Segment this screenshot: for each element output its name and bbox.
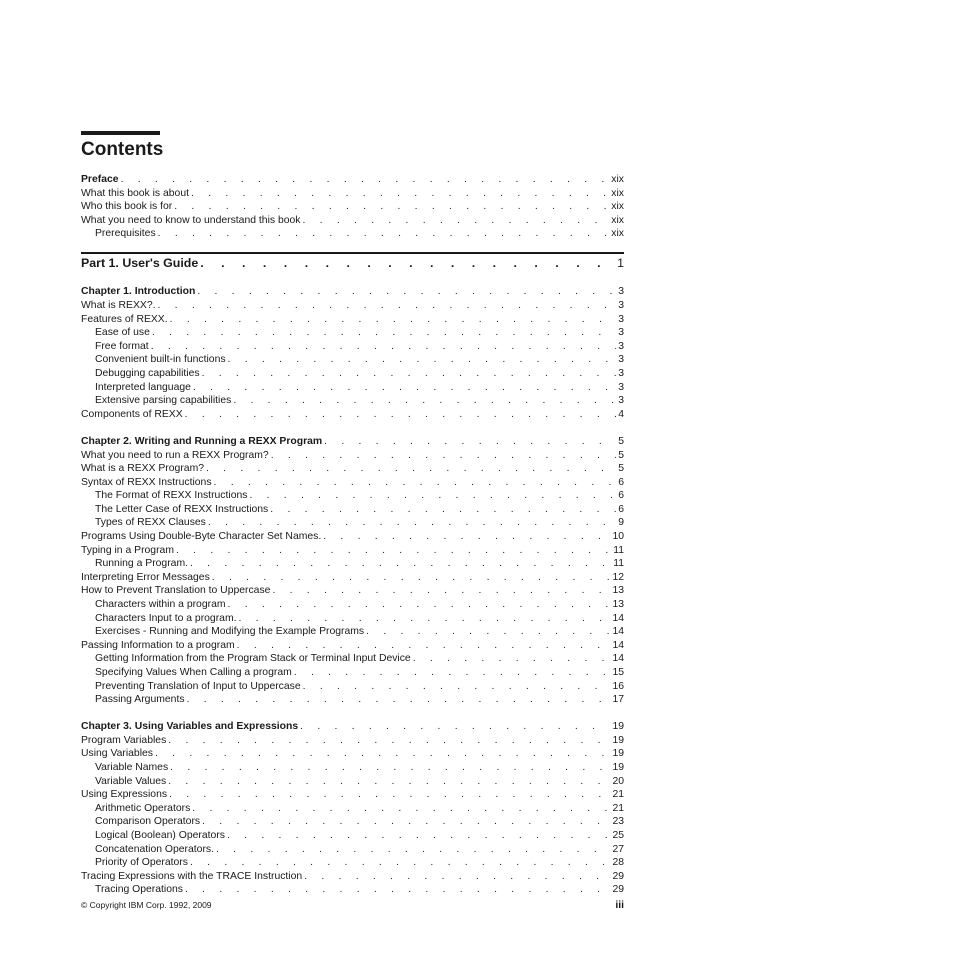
- toc-entry[interactable]: [81, 666, 624, 680]
- toc-entry[interactable]: [81, 584, 624, 598]
- dot-leader: [212, 571, 611, 585]
- toc-entry[interactable]: [81, 843, 624, 857]
- toc-entry[interactable]: [81, 775, 624, 789]
- toc-entry-page: 29: [612, 870, 624, 882]
- toc-entry-page: 3: [618, 327, 624, 339]
- dot-leader: [192, 802, 610, 816]
- toc-entry-page: 9: [618, 517, 624, 529]
- dot-leader: [300, 720, 610, 734]
- toc-entry[interactable]: [81, 625, 624, 639]
- toc-entry-page: 15: [612, 667, 624, 678]
- toc-entry[interactable]: [81, 693, 624, 707]
- toc-entry-label: Interpreted language: [95, 381, 191, 393]
- toc-entry[interactable]: [81, 557, 624, 571]
- toc-entry[interactable]: [81, 326, 624, 340]
- toc-entry-page: 3: [618, 354, 624, 366]
- dot-leader: [228, 353, 617, 367]
- toc-entry-page: 14: [612, 653, 624, 665]
- toc-entry-page: 19: [612, 721, 624, 733]
- toc-entry-page: xix: [611, 201, 624, 213]
- toc-entry[interactable]: [81, 652, 624, 666]
- toc-entry-label: What is a REXX Program?: [81, 463, 204, 475]
- dot-leader: [216, 843, 610, 857]
- dot-leader: [202, 815, 610, 829]
- dot-leader: [174, 200, 609, 214]
- toc-entry-page: 19: [612, 748, 624, 760]
- toc-entry[interactable]: [81, 788, 624, 802]
- toc-entry-page: 28: [612, 857, 624, 869]
- toc-entry[interactable]: [81, 544, 624, 558]
- toc-entry-label: Specifying Values When Calling a program: [95, 667, 292, 678]
- toc-entry-page: 3: [618, 368, 624, 380]
- toc-entry-page: 14: [612, 626, 624, 638]
- toc-entry[interactable]: [81, 612, 624, 626]
- toc-entry[interactable]: [81, 227, 624, 241]
- toc-entry-page: 6: [618, 476, 624, 488]
- toc-entry-page: 13: [612, 599, 624, 611]
- toc-entry-label: Program Variables: [81, 734, 167, 746]
- toc-entry[interactable]: [81, 449, 624, 463]
- toc-entry-page: 16: [612, 680, 624, 692]
- toc-entry-label: Types of REXX Clauses: [95, 517, 206, 529]
- dot-leader: [303, 680, 611, 694]
- toc-entry-page: 11: [613, 544, 624, 556]
- dot-leader: [324, 435, 616, 449]
- toc-entry[interactable]: [81, 747, 624, 761]
- toc-entry-page: xix: [611, 187, 624, 199]
- section-gap: [81, 421, 624, 435]
- toc-entry-label: Prerequisites: [95, 228, 156, 240]
- toc-entry-label: Preventing Translation of Input to Uppercase: [95, 680, 301, 692]
- toc-entry[interactable]: [81, 571, 624, 585]
- toc-entry-page: 11: [613, 558, 624, 570]
- toc-entry[interactable]: [81, 639, 624, 653]
- toc-entry-label: Characters within a program: [95, 599, 226, 611]
- title-rule: [81, 131, 160, 135]
- toc-entry-page: 3: [618, 395, 624, 407]
- dot-leader: [303, 214, 610, 228]
- dot-leader: [413, 652, 611, 666]
- toc-entry-page: 3: [618, 286, 624, 298]
- toc-entry-page: 19: [612, 762, 624, 774]
- toc-entry-page: 27: [612, 843, 624, 855]
- dot-leader: [193, 381, 616, 395]
- toc-entry-page: 19: [612, 734, 624, 746]
- toc-entry-page: 20: [612, 775, 624, 787]
- toc-front-matter: [81, 173, 624, 241]
- dot-leader: [185, 883, 610, 897]
- toc-entry[interactable]: [81, 462, 624, 476]
- dot-leader: [168, 734, 610, 748]
- dot-leader: [202, 367, 617, 381]
- toc-entry-page: 3: [618, 300, 624, 312]
- toc-chapters: [81, 272, 624, 897]
- toc-entry[interactable]: [81, 394, 624, 408]
- toc-entry[interactable]: [81, 367, 624, 381]
- dot-leader: [272, 584, 610, 598]
- toc-entry-label: Tracing Expressions with the TRACE Instruction: [81, 870, 303, 882]
- toc-entry[interactable]: [81, 408, 624, 422]
- toc-entry-label: Exercises - Running and Modifying the Example Programs: [95, 626, 365, 638]
- dot-leader: [200, 255, 615, 272]
- toc-entry[interactable]: [81, 829, 624, 843]
- dot-leader: [233, 394, 616, 408]
- toc-entry[interactable]: [81, 516, 624, 530]
- page-title: Contents: [81, 139, 164, 160]
- toc-entry[interactable]: [81, 761, 624, 775]
- toc-entry-page: xix: [611, 214, 624, 226]
- toc-entry-page: 5: [618, 449, 624, 461]
- toc-chapter-entry[interactable]: [81, 435, 624, 449]
- toc-entry-label: Passing Information to a program: [81, 639, 235, 651]
- toc-entry-label: Using Variables: [81, 748, 153, 760]
- page-footer: [81, 900, 624, 911]
- toc-entry-label: Convenient built-in functions: [95, 354, 226, 366]
- toc-entry-label: Logical (Boolean) Operators: [95, 830, 225, 842]
- toc-entry[interactable]: [81, 598, 624, 612]
- toc-entry-page: 6: [618, 503, 624, 515]
- dot-leader: [155, 747, 610, 761]
- toc-entry[interactable]: [81, 299, 624, 313]
- toc-entry-label: What this book is about: [81, 187, 190, 199]
- toc-entry-page: 14: [612, 639, 624, 651]
- toc-entry-label: Concatenation Operators.: [95, 843, 214, 855]
- toc-entry-page: 5: [618, 463, 624, 475]
- dot-leader: [323, 530, 610, 544]
- toc-entry-page: 17: [612, 694, 624, 706]
- dot-leader: [366, 625, 610, 639]
- toc-entry-label: Free format: [95, 340, 149, 352]
- dot-leader: [151, 340, 617, 354]
- toc-entry[interactable]: [81, 530, 624, 544]
- dot-leader: [228, 598, 611, 612]
- dot-leader: [152, 326, 616, 340]
- toc-entry[interactable]: [81, 802, 624, 816]
- toc-entry-label: Variable Values: [95, 775, 167, 787]
- copyright-notice: © Copyright IBM Corp. 1992, 2009: [81, 900, 212, 910]
- toc-entry-page: 4: [618, 408, 624, 420]
- dot-leader: [208, 516, 616, 530]
- toc-chapter-entry[interactable]: [81, 173, 624, 187]
- toc-entry-label: How to Prevent Translation to Uppercase: [81, 585, 271, 597]
- dot-leader: [158, 227, 610, 241]
- dot-leader: [271, 449, 617, 463]
- toc-entry-label: Chapter 1. Introduction: [81, 286, 196, 298]
- toc-entry-page: 3: [618, 340, 624, 352]
- toc-entry-page: 21: [612, 789, 624, 801]
- toc-entry-label: Tracing Operations: [95, 884, 183, 896]
- dot-leader: [270, 503, 616, 517]
- part-rule: [81, 252, 624, 254]
- toc-entry-label: Who this book is for: [81, 201, 173, 213]
- dot-leader: [304, 870, 610, 884]
- toc-entry-label: What you need to run a REXX Program?: [81, 449, 269, 461]
- toc-entry-label: Syntax of REXX Instructions: [81, 476, 212, 488]
- dot-leader: [206, 462, 616, 476]
- dot-leader: [249, 489, 616, 503]
- dot-leader: [176, 544, 611, 558]
- toc-entry-label: Passing Arguments: [95, 694, 185, 706]
- dot-leader: [187, 693, 611, 707]
- dot-leader: [197, 285, 616, 299]
- toc-entry-label: Chapter 3. Using Variables and Expressions: [81, 721, 299, 733]
- dot-leader: [170, 313, 617, 327]
- dot-leader: [214, 476, 617, 490]
- toc-entry-page: 14: [612, 612, 624, 624]
- toc-entry-label: Part 1. User's Guide: [81, 255, 199, 270]
- dot-leader: [191, 187, 609, 201]
- toc-entry-page: 29: [612, 884, 624, 896]
- toc-part-entry[interactable]: [81, 255, 624, 272]
- toc-entry-page: 3: [618, 381, 624, 393]
- toc-entry-label: Chapter 2. Writing and Running a REXX Program: [81, 435, 323, 447]
- toc-entry-label: Interpreting Error Messages: [81, 571, 210, 583]
- toc-entry-page: 12: [612, 571, 624, 583]
- section-gap: [81, 272, 624, 286]
- toc-entry-label: Features of REXX.: [81, 313, 168, 325]
- toc-entry[interactable]: [81, 680, 624, 694]
- toc-entry-page: 13: [612, 585, 624, 597]
- toc-entry-page: 25: [612, 830, 624, 842]
- toc-entry[interactable]: [81, 381, 624, 395]
- toc-entry[interactable]: [81, 476, 624, 490]
- toc-entry-label: Running a Program.: [95, 558, 188, 570]
- toc-entry-label: What you need to know to understand this book: [81, 214, 301, 226]
- toc-entry-label: Arithmetic Operators: [95, 802, 191, 814]
- dot-leader: [170, 761, 610, 775]
- toc-entry-label: Typing in a Program: [81, 544, 174, 556]
- page-number: iii: [615, 900, 624, 911]
- toc-entry-label: Extensive parsing capabilities: [95, 395, 232, 407]
- toc-entry-label: Ease of use: [95, 327, 150, 339]
- dot-leader: [169, 788, 610, 802]
- toc-entry-label: Characters Input to a program.: [95, 612, 237, 624]
- dot-leader: [185, 408, 617, 422]
- dot-leader: [121, 173, 610, 187]
- toc-entry[interactable]: [81, 340, 624, 354]
- toc-entry-page: 5: [618, 435, 624, 447]
- toc-entry-label: Preface: [81, 174, 119, 185]
- toc-entry-label: The Format of REXX Instructions: [95, 490, 248, 502]
- toc: [81, 173, 624, 897]
- toc-entry[interactable]: [81, 856, 624, 870]
- toc-entry-page: 23: [612, 816, 624, 828]
- contents-page: [81, 131, 624, 897]
- toc-entry-page: 21: [612, 802, 624, 814]
- dot-leader: [227, 829, 610, 843]
- toc-entry[interactable]: [81, 883, 624, 897]
- toc-entry-label: Using Expressions: [81, 789, 168, 801]
- dot-leader: [158, 299, 617, 313]
- toc-entry-page: xix: [611, 174, 624, 185]
- toc-entry-label: Priority of Operators: [95, 857, 188, 869]
- toc-entry-page: xix: [611, 228, 624, 240]
- dot-leader: [294, 666, 611, 680]
- toc-entry[interactable]: [81, 313, 624, 327]
- toc-entry-page: 6: [618, 490, 624, 502]
- toc-entry-label: Debugging capabilities: [95, 368, 200, 380]
- dot-leader: [237, 639, 611, 653]
- toc-entry-label: Comparison Operators: [95, 816, 201, 828]
- toc-chapter-entry[interactable]: [81, 720, 624, 734]
- toc-entry-label: Programs Using Double-Byte Character Set Names.: [81, 531, 322, 543]
- dot-leader: [239, 612, 611, 626]
- toc-entry-label: Getting Information from the Program Stack or Terminal Input Device: [95, 653, 411, 665]
- toc-entry[interactable]: [81, 815, 624, 829]
- toc-entry-label: The Letter Case of REXX Instructions: [95, 503, 269, 515]
- toc-entry[interactable]: [81, 734, 624, 748]
- toc-entry-label: Variable Names: [95, 762, 169, 774]
- toc-chapter-entry[interactable]: [81, 285, 624, 299]
- toc-entry-label: What is REXX?.: [81, 300, 156, 312]
- section-gap: [81, 707, 624, 721]
- toc-entry[interactable]: [81, 353, 624, 367]
- dot-leader: [168, 775, 610, 789]
- toc-entry[interactable]: [81, 489, 624, 503]
- toc-entry-page: 1: [617, 255, 624, 270]
- toc-entry-page: 10: [612, 531, 624, 543]
- dot-leader: [190, 557, 611, 571]
- dot-leader: [190, 856, 610, 870]
- toc-entry[interactable]: [81, 870, 624, 884]
- toc-entry-label: Components of REXX: [81, 408, 183, 420]
- toc-entry[interactable]: [81, 503, 624, 517]
- toc-entry-page: 3: [618, 313, 624, 325]
- toc-entry[interactable]: [81, 214, 624, 228]
- toc-entry[interactable]: [81, 187, 624, 201]
- toc-entry[interactable]: [81, 200, 624, 214]
